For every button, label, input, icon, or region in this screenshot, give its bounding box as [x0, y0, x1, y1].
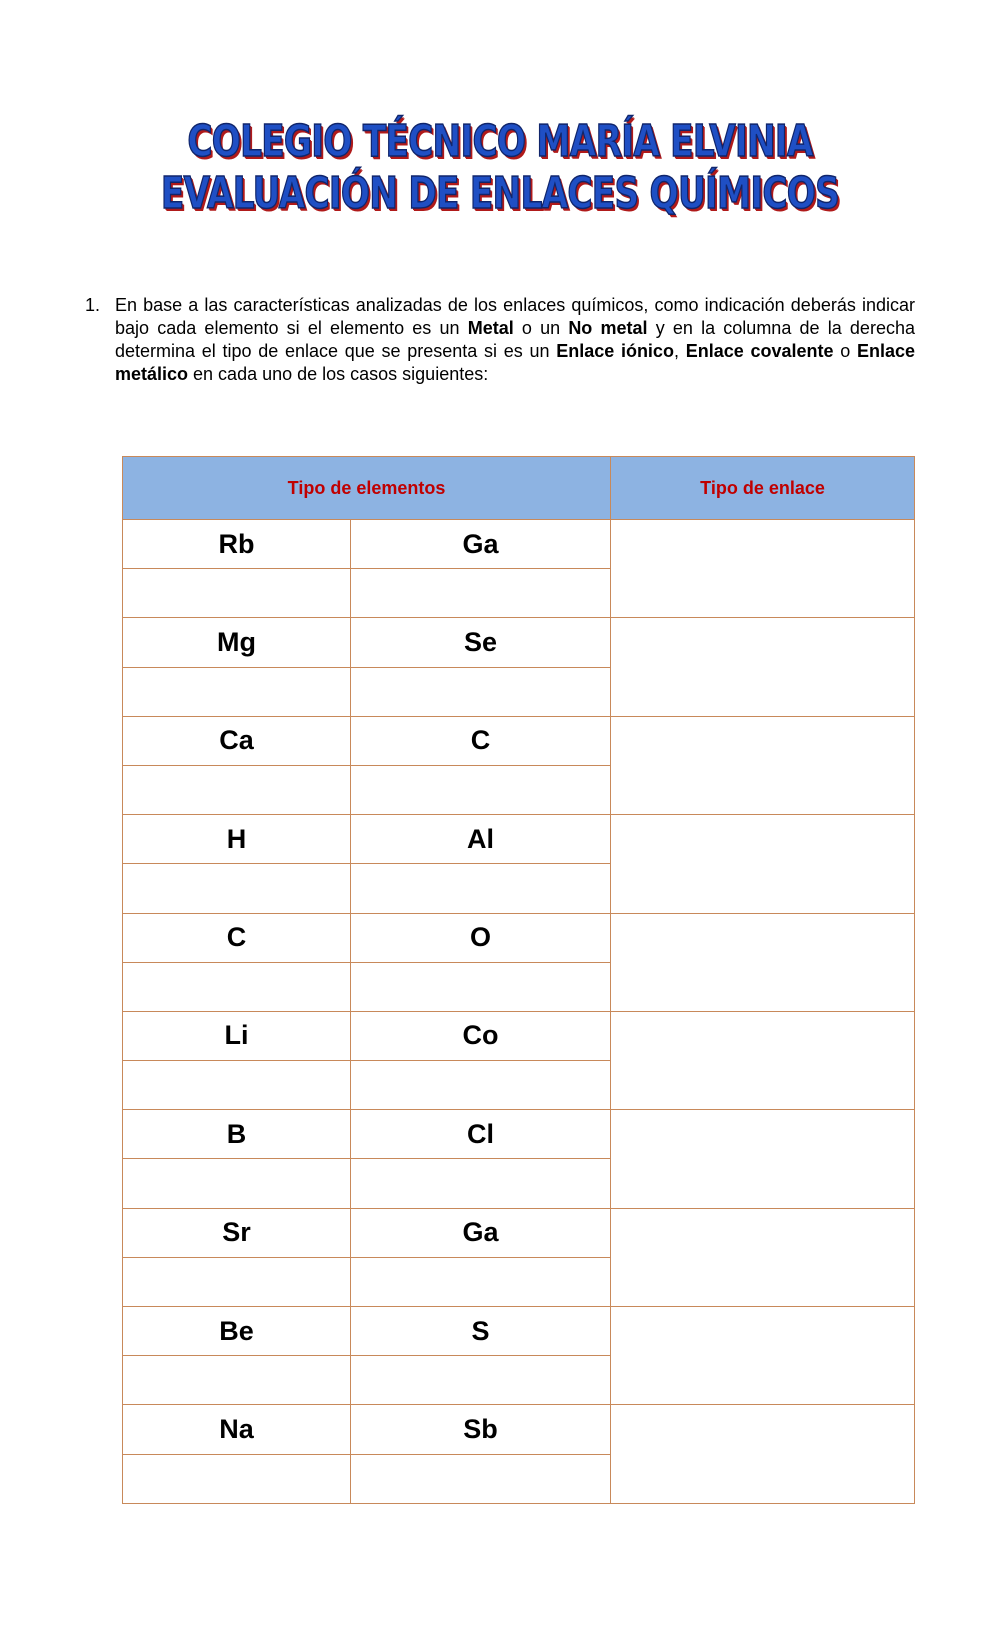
element-symbol: Co — [351, 1011, 611, 1060]
element-symbol: Na — [123, 1405, 351, 1454]
element-symbol: Ca — [123, 716, 351, 765]
element-symbol: S — [351, 1307, 611, 1356]
element-symbol: Ga — [351, 520, 611, 569]
element-symbol: H — [123, 815, 351, 864]
table-row — [123, 913, 915, 962]
instruction-part: En base a las características analizadas de los enlaces químicos, como indicación deberás indicar bajo cada elemento si el elemento es un — [115, 295, 915, 338]
bond-type-answer-cell[interactable] — [611, 913, 915, 1011]
element-symbol: Sb — [351, 1405, 611, 1454]
bond-type-answer-cell[interactable] — [611, 716, 915, 814]
element-type-answer-cell[interactable] — [351, 1257, 611, 1306]
element-symbol: Sr — [123, 1208, 351, 1257]
bond-type-answer-cell[interactable] — [611, 1405, 915, 1504]
evaluation-title: EVALUACIÓN DE ENLACES QUÍMICOS — [160, 168, 840, 220]
element-type-answer-cell[interactable] — [123, 1454, 351, 1503]
school-name: COLEGIO TÉCNICO MARÍA ELVINIA — [187, 116, 813, 167]
element-symbol: Se — [351, 618, 611, 667]
element-type-answer-cell[interactable] — [351, 1061, 611, 1110]
table-body — [123, 520, 915, 1504]
element-symbol: Mg — [123, 618, 351, 667]
element-type-answer-cell[interactable] — [351, 667, 611, 716]
bond-type-answer-cell[interactable] — [611, 1208, 915, 1306]
header-element-type: Tipo de elementos — [123, 457, 611, 520]
keyword-ionic: Enlace iónico — [556, 341, 674, 361]
element-symbol: C — [351, 716, 611, 765]
element-symbol: B — [123, 1110, 351, 1159]
bond-type-answer-cell[interactable] — [611, 1307, 915, 1405]
element-type-answer-cell[interactable] — [351, 1454, 611, 1503]
instruction-text — [115, 294, 915, 386]
document-title — [0, 118, 1000, 219]
element-type-answer-cell[interactable] — [351, 864, 611, 913]
instruction-number: 1. — [85, 295, 101, 315]
instruction-part: en cada uno de los casos siguientes: — [188, 364, 489, 384]
element-type-answer-cell[interactable] — [123, 962, 351, 1011]
element-symbol: Rb — [123, 520, 351, 569]
table-row — [123, 716, 915, 765]
table-row — [123, 1405, 915, 1454]
table-row — [123, 1011, 915, 1060]
element-type-answer-cell[interactable] — [123, 569, 351, 618]
element-symbol: Al — [351, 815, 611, 864]
header-bond-type: Tipo de enlace — [611, 457, 915, 520]
bond-type-answer-cell[interactable] — [611, 1011, 915, 1109]
element-symbol: Ga — [351, 1208, 611, 1257]
element-type-answer-cell[interactable] — [351, 1159, 611, 1208]
bond-type-answer-cell[interactable] — [611, 520, 915, 618]
table-row — [123, 1110, 915, 1159]
keyword-metal: Metal — [467, 318, 514, 338]
element-symbol: Li — [123, 1011, 351, 1060]
bond-type-answer-cell[interactable] — [611, 815, 915, 913]
instruction-part: y en la columna de la derecha determina el tipo de enlace que se presenta si es un — [115, 318, 915, 361]
bond-type-answer-cell[interactable] — [611, 618, 915, 716]
element-type-answer-cell[interactable] — [123, 1061, 351, 1110]
element-type-answer-cell[interactable] — [351, 765, 611, 814]
element-type-answer-cell[interactable] — [123, 1356, 351, 1405]
element-type-answer-cell[interactable] — [123, 765, 351, 814]
element-symbol: O — [351, 913, 611, 962]
instruction-part: o — [833, 341, 857, 361]
table-row — [123, 1208, 915, 1257]
element-symbol: C — [123, 913, 351, 962]
instruction-part: o un — [513, 318, 569, 338]
element-type-answer-cell[interactable] — [351, 1356, 611, 1405]
keyword-covalent: Enlace covalente — [685, 341, 834, 361]
instruction — [85, 294, 915, 386]
element-type-answer-cell[interactable] — [123, 864, 351, 913]
element-type-answer-cell[interactable] — [351, 569, 611, 618]
element-type-answer-cell[interactable] — [123, 667, 351, 716]
element-type-answer-cell[interactable] — [123, 1159, 351, 1208]
table-row — [123, 1307, 915, 1356]
keyword-metallic: Enlace metálico — [115, 341, 915, 384]
element-type-answer-cell[interactable] — [123, 1257, 351, 1306]
keyword-no-metal: No metal — [568, 318, 648, 338]
bond-type-answer-cell[interactable] — [611, 1110, 915, 1208]
instruction-part: , — [673, 341, 686, 361]
table-row — [123, 815, 915, 864]
table-row — [123, 618, 915, 667]
element-symbol: Be — [123, 1307, 351, 1356]
bond-table — [122, 456, 915, 1504]
table-row — [123, 520, 915, 569]
element-type-answer-cell[interactable] — [351, 962, 611, 1011]
element-symbol: Cl — [351, 1110, 611, 1159]
